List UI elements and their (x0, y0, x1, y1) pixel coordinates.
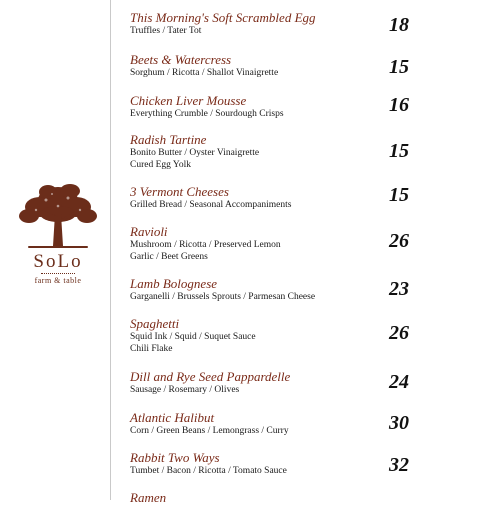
menu-item (130, 224, 500, 263)
menu-item (130, 410, 500, 437)
dish-title: Rabbit Two Ways (130, 450, 220, 465)
dish-title: Radish Tartine (130, 132, 207, 147)
dish-title: Dill and Rye Seed Pappardelle (130, 369, 291, 384)
dish-description: Tumbet / Bacon / Ricotta / Tomato Sauce (130, 466, 287, 476)
restaurant-logo (18, 180, 98, 285)
menu-item (130, 52, 500, 79)
logo-divider (41, 273, 75, 274)
menu-item (130, 316, 500, 355)
dish-price: 16 (389, 94, 409, 116)
column-divider (110, 0, 111, 500)
dish-description: Squid Ink / Squid / Suquet Sauce (130, 332, 256, 342)
oak-tree-icon (18, 180, 98, 252)
dish-title: Beets & Watercress (130, 52, 232, 67)
dish-description: Bonito Butter / Oyster Vinaigrette (130, 148, 260, 158)
dish-title: Atlantic Halibut (130, 410, 215, 425)
dish-price: 15 (389, 184, 409, 206)
dish-title: Spaghetti (130, 316, 180, 331)
dish-price: 26 (389, 230, 409, 252)
dish-description: Grilled Bread / Seasonal Accompaniments (130, 200, 292, 210)
menu-item (130, 132, 500, 171)
menu-item (130, 184, 500, 211)
dish-description: Garlic / Beet Greens (130, 252, 208, 262)
dish-description: Cured Egg Yolk (130, 160, 191, 170)
dish-price: 32 (389, 454, 409, 476)
dish-price: 15 (389, 56, 409, 78)
dish-price: 26 (389, 322, 409, 344)
dish-description: Sorghum / Ricotta / Shallot Vinaigrette (130, 68, 279, 78)
dish-description: Chili Flake (130, 344, 173, 354)
dish-price: 15 (389, 140, 409, 162)
restaurant-name: SoLo (33, 251, 83, 272)
dish-description: Garganelli / Brussels Sprouts / Parmesan Cheese (130, 292, 316, 302)
dish-price: 30 (389, 412, 409, 434)
dish-title: 3 Vermont Cheeses (130, 184, 229, 199)
dish-description: Everything Crumble / Sourdough Crisps (130, 109, 284, 119)
menu-item (130, 369, 500, 396)
menu-item (130, 490, 500, 505)
dish-title: Chicken Liver Mousse (130, 93, 247, 108)
menu-item (130, 10, 500, 37)
menu-item (130, 93, 500, 120)
dish-price: 18 (389, 14, 409, 36)
dish-description: Sausage / Rosemary / Olives (130, 385, 240, 395)
menu-item (130, 276, 500, 303)
dish-description: Corn / Green Beans / Lemongrass / Curry (130, 426, 289, 436)
dish-title: Ravioli (130, 224, 168, 239)
restaurant-tagline: farm & table (34, 276, 82, 285)
dish-description: Mushroom / Ricotta / Preserved Lemon (130, 240, 281, 250)
dish-price: 23 (389, 278, 409, 300)
menu-item (130, 450, 500, 477)
dish-description: Truffles / Tater Tot (130, 26, 202, 36)
dish-price: 24 (389, 371, 409, 393)
dish-title: Ramen (130, 490, 167, 505)
dish-title: This Morning's Soft Scrambled Egg (130, 10, 316, 25)
menu-list (130, 0, 500, 505)
dish-title: Lamb Bolognese (130, 276, 218, 291)
